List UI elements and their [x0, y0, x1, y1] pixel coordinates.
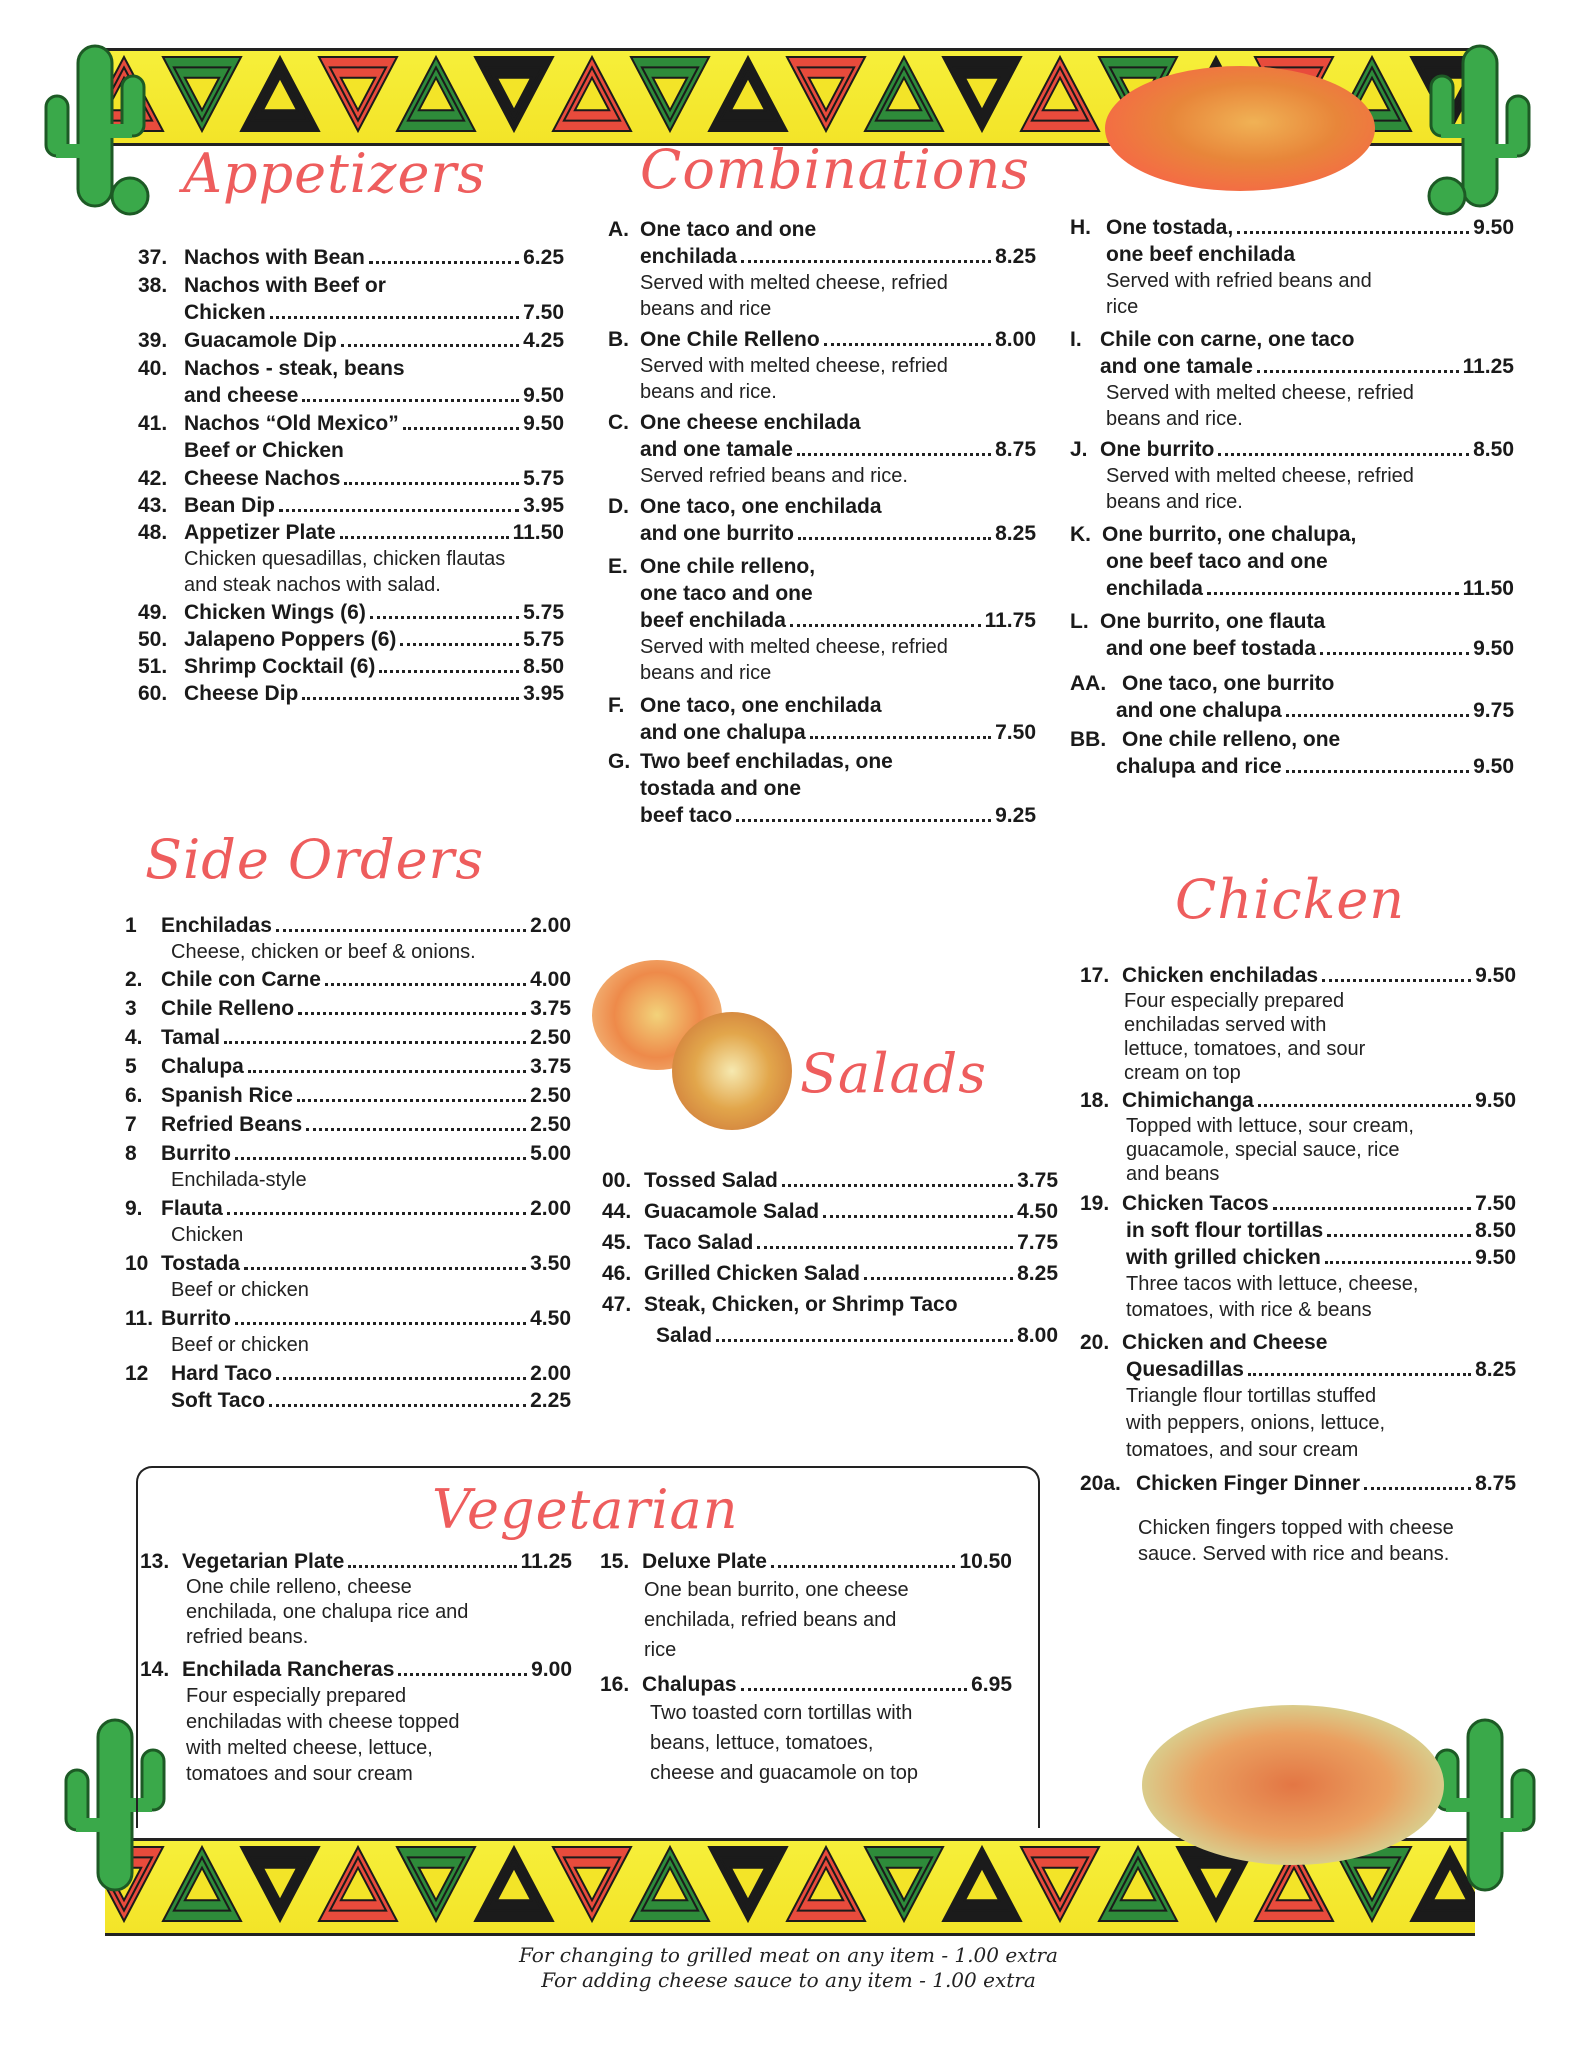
combo-d: D. One taco, one enchilada [608, 495, 882, 518]
combo-b: B. One Chile Relleno 8.00 [608, 328, 1036, 351]
combo-h: H. One tostada, 9.50 [1070, 216, 1514, 239]
menu-item-41: 41. Nachos “Old Mexico” 9.50 [138, 412, 564, 435]
combo-l: L. One burrito, one flauta [1070, 610, 1326, 633]
chicken-17: 17. Chicken enchiladas 9.50 [1080, 964, 1516, 987]
cactus-icon [1430, 1710, 1540, 1900]
side-item-9: 9. Flauta 2.00 [125, 1197, 571, 1220]
veg-13: 13. Vegetarian Plate 11.25 [140, 1550, 572, 1573]
combo-f: F. One taco, one enchilada [608, 694, 882, 717]
combo-a: A. One taco and one [608, 218, 817, 241]
side-item-5: 5 Chalupa 3.75 [125, 1055, 571, 1078]
menu-item-48: 48. Appetizer Plate 11.50 [138, 521, 564, 544]
combinations-left-list: A. One taco and one enchilada 8.25 Served with melted cheese, refried beans and rice B. One Chile Relleno 8.00 Served with melted cheese, refried beans and rice. C. One cheese enchilada and one tamale 8.75 Served refried beans and rice. D. One taco, one enchilada and one burrito 8.25 E. One chile relleno, one taco and one beef enchilada 11.75 Served with melted cheese, refried beans and rice F. One taco, one enchilada and one chalupa 7.50 G. Two beef enchiladas, one tostada and one beef taco 9.25 [608, 218, 1036, 827]
side-item-11: 11. Burrito 4.50 [125, 1307, 571, 1330]
chicken-18: 18. Chimichanga 9.50 [1080, 1089, 1516, 1112]
veg-15: 15. Deluxe Plate 10.50 [600, 1550, 1012, 1573]
cactus-icon [40, 36, 150, 216]
salad-47: 47. Steak, Chicken, or Shrimp Taco [602, 1293, 958, 1316]
chicken-title: Chicken [1175, 868, 1406, 931]
vegetarian-left-list: 13. Vegetarian Plate 11.25 One chile relleno, cheese enchilada, one chalupa rice and refried beans. 14. Enchilada Rancheras 9.00 Four especially prepared enchiladas with cheese topped with melted cheese, lettuce, tomatoes and sour cream [140, 1550, 572, 1785]
appetizers-title: Appetizers [183, 142, 486, 205]
veg-14: 14. Enchilada Rancheras 9.00 [140, 1658, 572, 1681]
combo-i: I. Chile con carne, one taco [1070, 328, 1355, 351]
combo-c: C. One cheese enchilada [608, 411, 861, 434]
chicken-19: 19. Chicken Tacos 7.50 [1080, 1192, 1516, 1215]
food-plate-photo [1142, 1705, 1444, 1865]
salads-list: 00. Tossed Salad 3.75 44. Guacamole Salad 4.50 45. Taco Salad 7.75 46. Grilled Chicken Salad 8.25 47. Steak, Chicken, or Shrimp Taco Salad 8.00 [602, 1169, 1058, 1347]
side-item-1: 1 Enchiladas 2.00 [125, 914, 571, 937]
food-plate-photo [672, 1012, 792, 1130]
veg-16: 16. Chalupas 6.95 [600, 1673, 1012, 1696]
menu-item-41-sub: Beef or Chicken [184, 439, 344, 462]
side-item-3: 3 Chile Relleno 3.75 [125, 997, 571, 1020]
side-orders-list: 1 Enchiladas 2.00 Cheese, chicken or beef & onions. 2. Chile con Carne 4.00 3 Chile Relleno 3.75 4. Tamal 2.50 5 Chalupa 3.75 6. Spanish Rice 2.50 7 Refried Beans 2.50 8 Burrito 5.00 Enchilada-style 9. Flauta 2.00 Chicken 10 Tostada 3.50 Beef or chicken 11. Burrito 4.50 Beef or chicken 12 Hard Taco 2.00 Soft Taco 2.25 [125, 914, 571, 1412]
menu-item-40: 40. Nachos - steak, beans [138, 357, 405, 380]
chicken-19-soft: in soft flour tortillas 8.50 [1126, 1219, 1516, 1242]
menu-item-48-desc: Chicken quesadillas, chicken flautas and steak nachos with salad. [184, 548, 506, 596]
salad-44: 44. Guacamole Salad 4.50 [602, 1200, 1058, 1223]
menu-item-40-line2: and cheese 9.50 [184, 384, 564, 407]
footnote-grilled-meat: For changing to grilled meat on any item - 1.00 extra [519, 1943, 1058, 1967]
combinations-right-list: H. One tostada, 9.50 one beef enchilada Served with refried beans and rice I. Chile con carne, one taco and one tamale 11.25 Served with melted cheese, refried beans and rice. J. One burrito 8.50 Served with melted cheese, refried beans and rice. K. One burrito, one chalupa, one beef taco and one enchilada 11.50 L. One burrito, one flauta and one beef tostada 9.50 AA. One taco, one burrito and one chalupa 9.75 BB. One chile relleno, one chalupa and rice 9.50 [1070, 216, 1514, 778]
salad-45: 45. Taco Salad 7.75 [602, 1231, 1058, 1254]
combo-g: G. Two beef enchiladas, one [608, 750, 893, 773]
side-item-7: 7 Refried Beans 2.50 [125, 1113, 571, 1136]
side-orders-title: Side Orders [145, 828, 485, 891]
chicken-20a: 20a. Chicken Finger Dinner 8.75 [1080, 1472, 1516, 1495]
side-item-2: 2. Chile con Carne 4.00 [125, 968, 571, 991]
side-item-10: 10 Tostada 3.50 [125, 1252, 571, 1275]
menu-item-51: 51. Shrimp Cocktail (6) 8.50 [138, 655, 564, 678]
side-item-soft-taco: Soft Taco 2.25 [171, 1389, 571, 1412]
menu-item-43: 43. Bean Dip 3.95 [138, 494, 564, 517]
salads-title: Salads [800, 1042, 987, 1105]
cactus-icon [1425, 36, 1535, 216]
menu-item-50: 50. Jalapeno Poppers (6) 5.75 [138, 628, 564, 651]
side-item-12: 12 Hard Taco 2.00 [125, 1362, 571, 1385]
vegetarian-title: Vegetarian [432, 1478, 739, 1541]
combo-k: K. One burrito, one chalupa, [1070, 523, 1357, 546]
chicken-list: 17. Chicken enchiladas 9.50 Four especially prepared enchiladas served with lettuce, tomatoes, and sour cream on top 18. Chimichanga 9.50 Topped with lettuce, sour cream, guacamole, special sauce, rice and beans 19. Chicken Tacos 7.50 in soft flour tortillas 8.50 with grilled chicken 9.50 Three tacos with lettuce, cheese, tomatoes, with rice & beans 20. Chicken and Cheese Quesadillas 8.25 Triangle flour tortillas stuffed with peppers, onions, lettuce, tomatoes, and sour cream 20a. Chicken Finger Dinner 8.75 Chicken fingers topped with cheese sauce. Served with rice and beans. [1080, 964, 1516, 1565]
menu-item-49: 49. Chicken Wings (6) 5.75 [138, 601, 564, 624]
combo-e: E. One chile relleno, [608, 555, 816, 578]
chicken-19-grilled: with grilled chicken 9.50 [1126, 1246, 1516, 1269]
combinations-title: Combinations [640, 138, 1030, 201]
menu-item-39: 39. Guacamole Dip 4.25 [138, 329, 564, 352]
menu-item-37: 37. Nachos with Bean 6.25 [138, 246, 564, 269]
side-item-8: 8 Burrito 5.00 [125, 1142, 571, 1165]
menu-item-38: 38. Nachos with Beef or [138, 274, 386, 297]
combo-bb: BB. One chile relleno, one [1070, 728, 1341, 751]
chicken-20: 20. Chicken and Cheese [1080, 1331, 1328, 1354]
menu-item-60: 60. Cheese Dip 3.95 [138, 682, 564, 705]
menu-item-42: 42. Cheese Nachos 5.75 [138, 467, 564, 490]
side-item-4: 4. Tamal 2.50 [125, 1026, 571, 1049]
appetizers-list [138, 244, 564, 707]
salad-00: 00. Tossed Salad 3.75 [602, 1169, 1058, 1192]
vegetarian-right-list: 15. Deluxe Plate 10.50 One bean burrito, one cheese enchilada, refried beans and rice 16. Chalupas 6.95 Two toasted corn tortillas with beans, lettuce, tomatoes, cheese and guacamole on top [600, 1550, 1012, 1784]
side-item-6: 6. Spanish Rice 2.50 [125, 1084, 571, 1107]
combo-j: J. One burrito 8.50 [1070, 438, 1514, 461]
footnote-cheese-sauce: For adding cheese sauce to any item - 1.00 extra [541, 1968, 1036, 1992]
combo-aa: AA. One taco, one burrito [1070, 672, 1335, 695]
menu-item-38-line2: Chicken 7.50 [184, 301, 564, 324]
salad-46: 46. Grilled Chicken Salad 8.25 [602, 1262, 1058, 1285]
food-plate-photo [1105, 66, 1375, 191]
